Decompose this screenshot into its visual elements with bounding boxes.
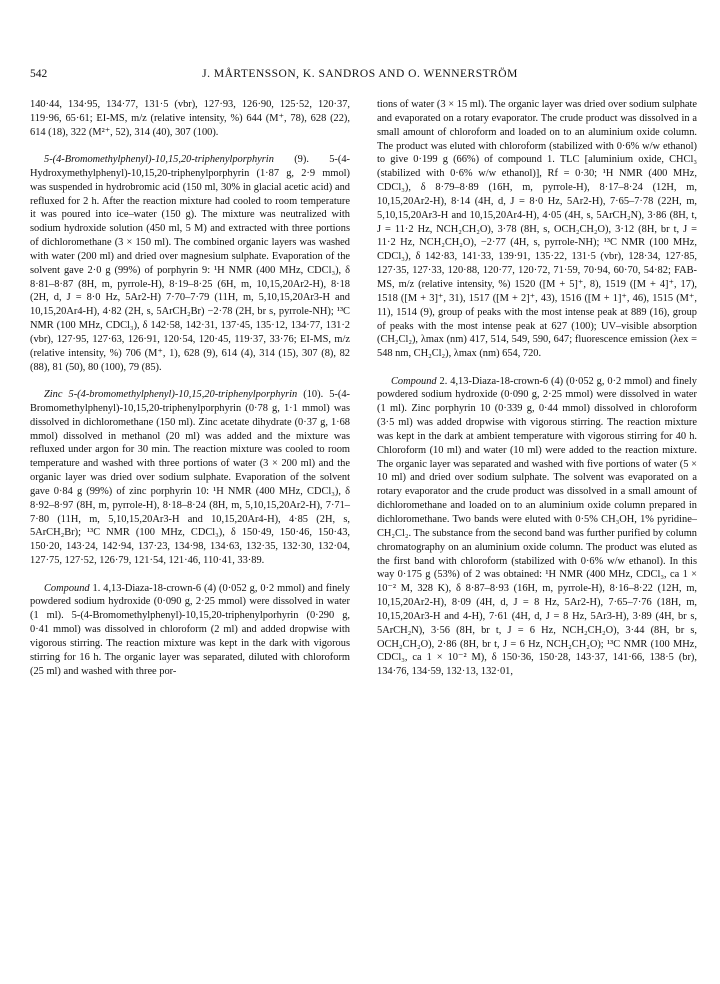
running-head-authors: J. MÅRTENSSON, K. SANDROS AND O. WENNERSTRÖM	[202, 68, 518, 80]
paragraph-compound-9	[30, 153, 350, 375]
compound-1-title: Compound	[44, 582, 90, 594]
paragraph-compound-2	[377, 375, 697, 680]
paragraph-compound-1-continued: tions of water (3 × 15 ml). The organic layer was dried over sodium sulphate and evaporated on a rotary evaporator. The crude product was dissolved in a small amount of chloroform and loaded on to an aluminium oxide column. The product was eluted with chloroform (stabilized with 0·6% w/w ethanol) to give 0·199 g (66%) of compound 1. TLC [aluminium oxide, CHCl₃ (stabilized with 0·6% w/w ethanol)], Rf = 0·30; ¹H NMR (400 MHz, CDCl₃), δ 8·79–8·89 (16H, m, pyrrole-H), 8·17–8·24 (12H, m, 10,15,20Ar2-H), 8·14 (4H, d, J = 8·0 Hz, 5Ar2-H), 7·65–7·78 (22H, m, 5,10,15,20Ar3-H and 10,15,20Ar4-H), 4·05 (4H, s, 5ArCH₂N), 3·86 (8H, t, J = 11·2 Hz, NCH₂CH₂O), 3·78 (8H, s, OCH₂CH₂O), 3·12 (8H, br t, J = 11·2 Hz, NCH₂CH₂O), −2·77 (4H, s, pyrrole-NH); ¹³C NMR (100 MHz, CDCl₃), δ 142·83, 141·33, 139·91, 135·22, 131·5 (vbr), 128·34, 127·85, 127·35, 127·33, 120·88, 120·77, 120·72, 71·59, 70·94, 60·70, 54·82; FAB-MS, m/z (relative intensity, %) 1520 ([M + 5]⁺, 8), 1519 ([M + 4]⁺, 17), 1518 ([M + 3]⁺, 31), 1517 ([M + 2]⁺, 43), 1516 ([M + 1]⁺, 46), 1515 (M⁺, 11), 1514 (9), group of peaks with the most intense peak at 889 (16), group of peaks with the most intense peak at 627 (100); UV–visible absorption (CH₂Cl₂), λmax (nm) 417, 514, 549, 590, 647; fluorescence emission (λex = 548 nm, CH₂Cl₂), λmax (nm) 654, 720.	[377, 99, 697, 360]
right-column	[377, 98, 697, 679]
compound-9-title: 5-(4-Bromomethylphenyl)-10,15,20-triphenylporphyrin	[44, 154, 274, 166]
paragraph-compound-10	[30, 388, 350, 568]
running-header	[30, 68, 690, 86]
compound-10-title: Zinc 5-(4-bromomethylphenyl)-10,15,20-triphenylporphyrin	[44, 389, 298, 401]
page-number: 542	[30, 68, 48, 80]
compound-9-body: (9). 5-(4-Hydroxymethylphenyl)-10,15,20-triphenylporphyrin (1·87 g, 2·9 mmol) was suspended in hydrobromic acid (150 ml, 30% in glacial acetic acid) and refluxed for 2 h. After the reaction mixture had cooled to room temperature it was poured into ice–water (150 g). The mixture was neutralized with sodium hydroxide solution (450 ml, 5 M) and extracted with three portions of dichloromethane (3 × 150 ml). The combined organic layers was washed with water (200 ml) and dried over magnesium sulphate. Evaporation of the solvent gave 2·0 g (99%) of porphyrin 9: ¹H NMR (400 MHz, CDCl₃), δ 8·81–8·87 (8H, m, pyrrole-H), 8·19–8·25 (6H, m, 10,15,20Ar2-H), 8·18 (2H, d, J = 8·0 Hz, 5Ar2-H) 7·70–7·79 (11H, m, 5,10,15,20Ar3-H and 10,15,20Ar4-H), 4·82 (2H, s, 5ArCH₂Br) −2·78 (2H, br s, pyrrole-NH); ¹³C NMR (100 MHz, CDCl₃), δ 142·58, 142·31, 137·45, 135·12, 134·77, 131·2 (vbr), 127·95, 127·63, 126·91, 120·54, 120·45, 119·37, 33·76; EI-MS, m/z (relative intensity, %) 706 (M⁺, 1), 628 (9), 614 (4), 314 (15), 307 (8), 82 (88), 81 (50), 80 (100), 79 (85).	[30, 154, 350, 373]
paragraph-compound-1	[30, 582, 350, 679]
compound-2-body: 2. 4,13-Diaza-18-crown-6 (4) (0·052 g, 0·2 mmol) and finely powdered sodium hydroxide (0·090 g, 2·25 mmol) were dissolved in water (1 ml). Zinc porphyrin 10 (0·339 g, 0·44 mmol) dissolved in chloroform (3·5 ml) was added dropwise with vigorous stirring. The reaction mixture was kept in the dark at ambient temperature with vigorous stirring for 40 h. Chloroform (10 ml) and water (10 ml) were added to the reaction mixture. The organic layer was separated and washed with five portions of water (5 × 10 ml) and dried over sodium sulphate. The solvent was evaporated on a rotary evaporator and the crude product was dissolved in a small amount of dichloromethane and loaded on to an aluminium oxide column prepared in dichloromethane. Two bands were eluted with 0·5% CH₃OH, 1% pyridine–CH₂Cl₂. The substance from the second band was further purified by column chromatography on an aluminium oxide column. The product was eluted as the first band with chloroform (stabilized with 0·6% w/w ethanol). In this way 0·175 g (53%) of 2 was obtained: ¹H NMR (400 MHz, CDCl₃, ca 1 × 10⁻² M, 328 K), δ 8·87–8·93 (16H, m, pyrrole-H), 8·16–8·22 (12H, m, 10,15,20Ar2-H), 8·09 (4H, d, J = 8 Hz, 5Ar2-H), 7·65–7·76 (18H, m, 10,15,20Ar3-H and 4-H), 7·61 (4H, d, J = 8 Hz, 5Ar3-H), 3·89 (4H, br s, 5ArCH₂N), 3·56 (8H, br t, J = 6 Hz, NCH₂CH₂O), 3·44 (8H, br s, OCH₂CH₂O), 2·86 (8H, br t, J = 6 Hz, NCH₂CH₂O); ¹³C NMR (100 MHz, CDCl₃, ca 1 × 10⁻² M), δ 150·36, 150·28, 143·37, 141·66, 138·5 (br), 134·76, 134·59, 132·13, 132·01,	[377, 375, 697, 678]
paragraph-continued-data: 140·44, 134·95, 134·77, 131·5 (vbr), 127·93, 126·90, 125·52, 120·37, 119·96, 65·61; EI-MS, m/z (relative intensity, %) 644 (M⁺, 78), 628 (22), 614 (18), 322 (M²⁺, 52), 314 (40), 307 (100).	[30, 99, 350, 138]
left-column	[30, 98, 350, 678]
compound-10-body: (10). 5-(4-Bromomethylphenyl)-10,15,20-triphenylporphyrin (0·78 g, 1·1 mmol) was dissolved in dichloromethane (150 ml). Zinc acetate dihydrate (0·37 g, 1·68 mmol) dissolved in methanol (20 ml) was added and the mixture was refluxed under argon for 30 min. The reaction mixture was cooled to room temperature and washed with three portions of water (3 × 200 ml) and the organic layer was dried over sodium sulphate. Evaporation of the solvent gave 0·84 g (99%) of zinc porphyrin 10: ¹H NMR (400 MHz, CDCl₃), δ 8·92–8·97 (8H, m, pyrrole-H), 8·18–8·24 (8H, m, 5,10,15,20Ar2-H), 7·71–7·80 (11H, m, 5,10,15,20Ar3-H and 10,15,20Ar4-H), 4·85 (2H, s, 5ArCH₂Br); ¹³C NMR (100 MHz, CDCl₃), δ 150·49, 150·46, 150·43, 150·20, 143·24, 142·94, 137·23, 134·98, 134·63, 132·35, 132·30, 132·04, 127·75, 127·52, 126·79, 121·54, 121·46, 110·41, 33·89.	[30, 389, 350, 567]
compound-1-body: 1. 4,13-Diaza-18-crown-6 (4) (0·052 g, 0·2 mmol) and finely powdered sodium hydroxide (0·090 g, 2·25 mmol) were dissolved in water (1 ml). 5-(4-Bromomethylphenyl)-10,15,20-triphenylporhyrin (0·290 g, 0·41 mmol) was dissolved in chloroform (2 ml) and added dropwise with vigorous stirring. The reaction mixture was kept in the dark with vigorous stirring for 16 h. The organic layer was separated, diluted with chloroform (25 ml) and washed with three por-	[30, 582, 350, 677]
compound-2-title: Compound	[391, 375, 437, 387]
